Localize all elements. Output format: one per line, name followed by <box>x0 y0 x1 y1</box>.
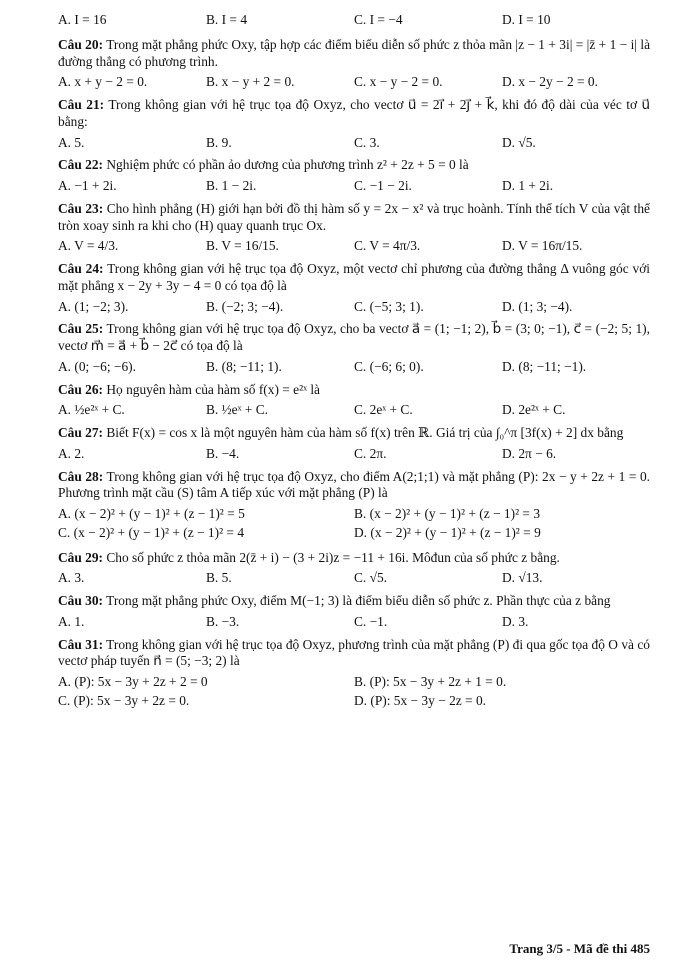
answer-options <box>58 359 650 376</box>
question-stem <box>58 261 650 295</box>
question-label: Câu 21: <box>58 97 105 112</box>
question-stem <box>58 593 650 610</box>
answer-option-c: C. 3. <box>354 134 380 150</box>
answer-options <box>58 570 650 587</box>
answer-option-c: C. −1 − 2i. <box>354 178 412 193</box>
answer-option-a: A. 3. <box>58 570 85 586</box>
question-stem <box>58 637 650 671</box>
question-block <box>58 550 650 588</box>
question-text: Trong không gian với hệ trục tọa độ Oxyz, cho vectơ u⃗ = 2i⃗ + 2j⃗ + k⃗, khi đó độ dài của véc tơ u⃗ bằng: <box>58 97 651 129</box>
question-label: Câu 28: <box>58 468 104 484</box>
question-text: Trong không gian với hệ trục tọa độ Oxyz, cho ba vectơ a⃗ = (1; −1; 2), b⃗ = (3; 0; −1), c⃗ = (−2; 5; 1), vectơ m⃗ = a⃗ + b⃗ − 2c⃗ có tọa độ là <box>58 321 650 353</box>
question-text: Trong mặt phẳng phức Oxy, tập hợp các điểm biểu diễn số phức z thỏa mãn |z − 1 + 3i| = |z̄ + 1 − i| là đường thẳng có phương trình. <box>58 36 651 69</box>
question-label: Câu 20: <box>58 36 104 52</box>
answer-option-d: D. √5. <box>502 134 536 150</box>
question-label: Câu 22: <box>58 157 104 173</box>
answer-option-a: A. (1; −2; 3). <box>58 298 129 314</box>
option-a: A. I = 16 <box>58 12 107 27</box>
option-b: B. I = 4 <box>206 12 248 27</box>
question-stem <box>58 157 650 174</box>
answer-option-b: B. (8; −11; 1). <box>206 358 282 374</box>
answer-option-a: A. −1 + 2i. <box>58 178 117 193</box>
question-block <box>58 97 650 151</box>
question-label: Câu 23: <box>58 200 104 216</box>
answer-option-a: A. x + y − 2 = 0. <box>58 74 148 90</box>
question-block <box>58 593 650 631</box>
answer-option-c: C. (−6; 6; 0). <box>354 358 424 374</box>
question-stem <box>58 550 650 567</box>
question-block <box>58 425 650 463</box>
question-label: Câu 26: <box>58 381 104 397</box>
question-label: Câu 29: <box>58 549 104 565</box>
answer-option-b: B. (x − 2)² + (y − 1)² + (z − 1)² = 3 <box>354 506 541 521</box>
answer-option-d: D. √13. <box>502 570 543 586</box>
answer-option-b: B. 1 − 2i. <box>206 178 257 193</box>
option-c: C. I = −4 <box>354 12 403 27</box>
question-text: Trong mặt phẳng phức Oxy, điểm M(−1; 3) là điểm biểu diễn số phức z. Phần thực của z bằng <box>106 593 611 608</box>
answer-option-c: C. (P): 5x − 3y + 2z = 0. <box>58 692 190 708</box>
question-text: Cho số phức z thỏa mãn 2(z̄ + i) − (3 + 2i)z = −11 + 16i. Môđun của số phức z bằng. <box>106 549 560 565</box>
answer-option-a: A. V = 4/3. <box>58 238 119 254</box>
option-d: D. I = 10 <box>502 12 551 27</box>
question-block <box>58 37 650 91</box>
answer-option-a: A. 5. <box>58 134 85 150</box>
answer-options <box>58 614 650 631</box>
question-stem <box>58 425 650 442</box>
answer-option-c: C. 2π. <box>354 445 387 461</box>
question-stem <box>58 97 650 131</box>
answer-option-d: D. 1 + 2i. <box>502 178 554 193</box>
question-text: Cho hình phẳng (H) giới hạn bởi đồ thị hàm số y = 2x − x² và trục hoành. Tính thể tích V của vật thể tròn xoay sinh ra khi cho (H) quay quanh trục Ox. <box>58 200 650 233</box>
question-stem <box>58 382 650 399</box>
answer-option-d: D. (1; 3; −4). <box>502 298 573 314</box>
answer-option-c: C. (−5; 3; 1). <box>354 298 424 314</box>
answer-option-b: B. V = 16/15. <box>206 238 279 254</box>
answer-option-d: D. (x − 2)² + (y − 1)² + (z − 1)² = 9 <box>354 524 541 540</box>
answer-option-c: C. (x − 2)² + (y − 1)² + (z − 1)² = 4 <box>58 524 245 540</box>
answer-option-b: B. x − y + 2 = 0. <box>206 74 295 90</box>
question-block <box>58 637 650 712</box>
answer-options <box>58 135 650 152</box>
question-text: Trong không gian với hệ trục tọa độ Oxyz, cho điểm A(2;1;1) và mặt phẳng (P): 2x − y + 2z + 1 = 0. Phương trình mặt cầu (S) tâm A tiếp xúc với mặt phẳng (P) là <box>58 468 650 501</box>
answer-option-c: C. V = 4π/3. <box>354 238 421 254</box>
question-block <box>58 201 650 255</box>
answer-option-a: A. 2. <box>58 445 85 461</box>
answer-option-b: B. −4. <box>206 445 240 461</box>
answer-option-b: B. (−2; 3; −4). <box>206 298 284 314</box>
answer-option-c: C. x − y − 2 = 0. <box>354 74 443 90</box>
question-block <box>58 382 650 420</box>
answer-option-d: D. 2π − 6. <box>502 445 557 461</box>
question-block <box>58 321 650 375</box>
answer-option-d: D. V = 16π/15. <box>502 238 583 254</box>
question-text: Trong không gian với hệ trục tọa độ Oxyz, một vectơ chỉ phương của đường thẳng Δ vuông góc với mặt phẳng x − 2y + 3y − 4 = 0 có tọa độ là <box>58 261 651 293</box>
question-list <box>58 37 650 712</box>
question-label: Câu 25: <box>58 321 104 337</box>
answer-option-a: A. (P): 5x − 3y + 2z + 2 = 0 <box>58 674 208 689</box>
question-label: Câu 24: <box>58 261 104 276</box>
question-label: Câu 27: <box>58 425 104 440</box>
question-label: Câu 31: <box>58 636 104 652</box>
question-text: Nghiệm phức có phần ảo dương của phương trình z² + 2z + 5 = 0 là <box>106 157 469 173</box>
question-stem <box>58 321 650 355</box>
answer-options <box>58 74 650 91</box>
question-stem <box>58 37 650 71</box>
answer-option-d: D. 2e²ˣ + C. <box>502 402 566 418</box>
page-footer: Trang 3/5 - Mã đề thi 485 <box>509 940 650 956</box>
answer-option-d: D. (8; −11; −1). <box>502 358 587 374</box>
answer-option-d: D. (P): 5x − 3y − 2z = 0. <box>354 692 487 708</box>
answer-options <box>58 299 650 316</box>
question-text: Biết F(x) = cos x là một nguyên hàm của hàm số f(x) trên ℝ. Giá trị của ∫₀^π [3f(x) + 2] dx bằng <box>106 425 624 440</box>
answer-option-a: A. (0; −6; −6). <box>58 358 136 374</box>
answer-option-b: B. 5. <box>206 570 232 586</box>
question-stem <box>58 469 650 503</box>
answer-options <box>58 674 650 712</box>
answer-option-b: B. 9. <box>206 134 232 150</box>
question-block <box>58 469 650 544</box>
answer-option-b: B. −3. <box>206 613 240 629</box>
first-row-options <box>58 12 650 29</box>
question-stem <box>58 201 650 235</box>
answer-options <box>58 178 650 195</box>
question-text: Họ nguyên hàm của hàm số f(x) = e²ˣ là <box>106 381 321 397</box>
answer-option-d: D. x − 2y − 2 = 0. <box>502 74 598 90</box>
answer-option-c: C. √5. <box>354 570 388 586</box>
answer-options <box>58 238 650 255</box>
answer-option-c: C. 2eˣ + C. <box>354 402 413 418</box>
answer-options <box>58 402 650 419</box>
answer-option-a: A. 1. <box>58 613 85 629</box>
answer-option-a: A. ½e²ˣ + C. <box>58 402 125 418</box>
answer-options <box>58 506 650 544</box>
answer-option-c: C. −1. <box>354 613 388 629</box>
question-text: Trong không gian với hệ trục tọa độ Oxyz, phương trình của mặt phẳng (P) đi qua gốc tọa độ O và có vectơ pháp tuyến n⃗ = (5; −3; 2) là <box>58 636 650 669</box>
question-block <box>58 261 650 315</box>
answer-options <box>58 446 650 463</box>
answer-option-b: B. ½eˣ + C. <box>206 402 269 418</box>
question-block <box>58 157 650 195</box>
question-label: Câu 30: <box>58 593 104 608</box>
answer-option-a: A. (x − 2)² + (y − 1)² + (z − 1)² = 5 <box>58 506 245 521</box>
answer-option-d: D. 3. <box>502 613 529 629</box>
answer-option-b: B. (P): 5x − 3y + 2z + 1 = 0. <box>354 674 507 689</box>
